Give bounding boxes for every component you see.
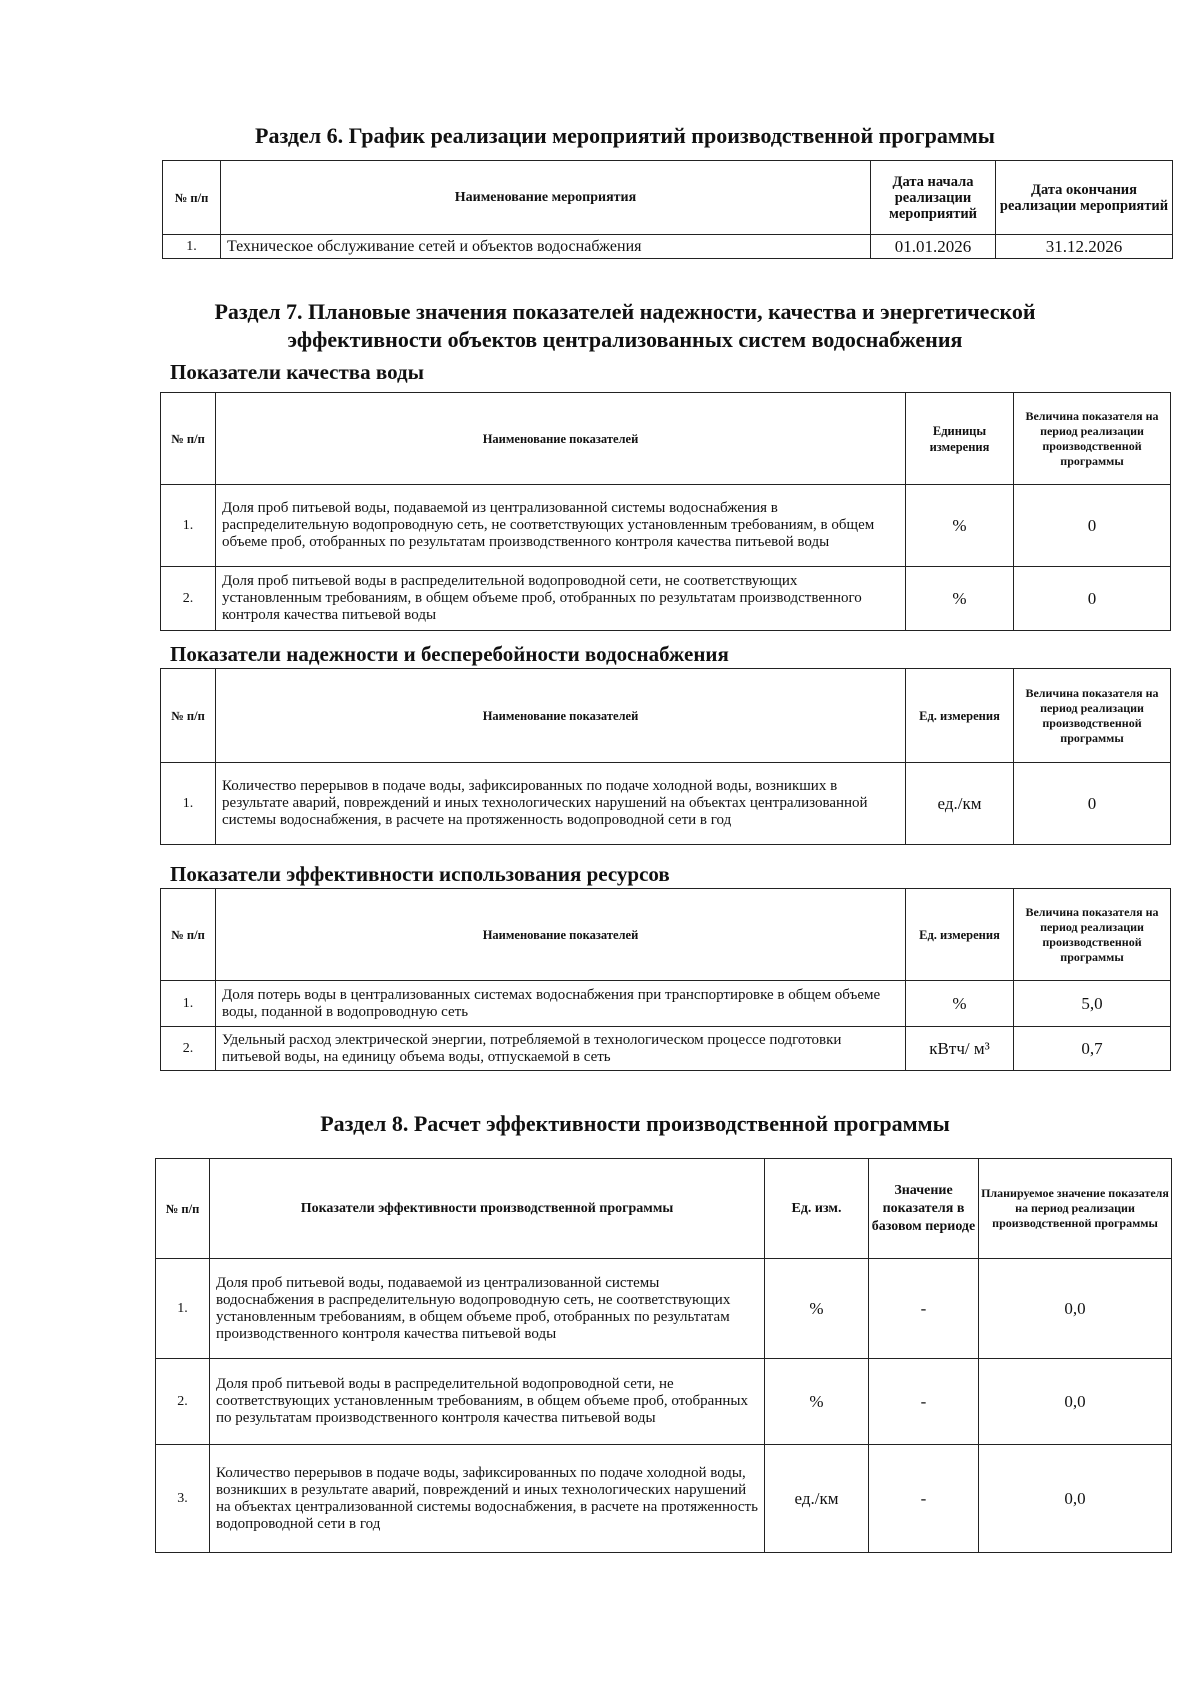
header-num: № п/п	[161, 669, 216, 763]
row-value: 0	[1014, 763, 1171, 845]
row-num: 1.	[161, 981, 216, 1027]
row-num: 3.	[156, 1445, 210, 1553]
row-unit: %	[906, 981, 1014, 1027]
header-base-value: Значение показателя в базовом периоде	[869, 1159, 979, 1259]
table-row	[156, 1259, 1172, 1359]
header-name: Наименование показателей	[216, 669, 906, 763]
row-end-date: 31.12.2026	[996, 235, 1173, 259]
row-num: 1.	[161, 763, 216, 845]
table-row	[163, 235, 1173, 259]
row-base: -	[869, 1259, 979, 1359]
table-header-row	[161, 889, 1171, 981]
row-planned: 0,0	[979, 1359, 1172, 1445]
quality-table	[160, 392, 1171, 631]
table-row	[156, 1445, 1172, 1553]
header-num: № п/п	[161, 889, 216, 981]
efficiency-subtitle: Показатели эффективности использования ресурсов	[170, 862, 670, 886]
row-unit: ед./км	[906, 763, 1014, 845]
header-num: № п/п	[161, 393, 216, 485]
schedule-table	[162, 160, 1173, 259]
table-header-row	[161, 669, 1171, 763]
header-start: Дата начала реализации мероприятий	[871, 161, 996, 235]
row-unit: %	[906, 485, 1014, 567]
row-unit: кВтч/ м³	[906, 1027, 1014, 1071]
header-num: № п/п	[163, 161, 221, 235]
header-name: Наименование мероприятия	[221, 161, 871, 235]
header-name: Показатели эффективности производственной программы	[210, 1159, 765, 1259]
table-row	[161, 1027, 1171, 1071]
row-name: Удельный расход электрической энергии, потребляемой в технологическом процессе подготовки питьевой воды, на единицу объема воды, отпускаемой в сеть	[216, 1027, 906, 1071]
reliability-subtitle: Показатели надежности и бесперебойности водоснабжения	[170, 642, 729, 666]
row-unit: %	[765, 1259, 869, 1359]
row-num: 2.	[156, 1359, 210, 1445]
efficiency-table	[160, 888, 1171, 1071]
row-value: 5,0	[1014, 981, 1171, 1027]
table-row	[161, 485, 1171, 567]
row-base: -	[869, 1445, 979, 1553]
header-name: Наименование показателей	[216, 393, 906, 485]
quality-subtitle: Показатели качества воды	[170, 360, 424, 384]
section7-title-line1: Раздел 7. Плановые значения показателей надежности, качества и энергетической	[214, 299, 1036, 324]
row-planned: 0,0	[979, 1445, 1172, 1553]
header-planned-value: Планируемое значение показателя на период реализации производственной программы	[979, 1159, 1172, 1259]
table-row	[161, 567, 1171, 631]
row-value: 0,7	[1014, 1027, 1171, 1071]
header-value: Величина показателя на период реализации производственной программы	[1014, 889, 1171, 981]
table-row	[161, 981, 1171, 1027]
row-value: 0	[1014, 485, 1171, 567]
row-base: -	[869, 1359, 979, 1445]
table-header-row	[163, 161, 1173, 235]
header-end: Дата окончания реализации мероприятий	[996, 161, 1173, 235]
table-header-row	[161, 393, 1171, 485]
row-name: Доля проб питьевой воды в распределительной водопроводной сети, не соответствующих установленным требованиям, в общем объеме проб, отобранных по результатам производственного контроля качества питьевой воды	[210, 1359, 765, 1445]
row-num: 1.	[156, 1259, 210, 1359]
header-value: Величина показателя на период реализации производственной программы	[1014, 669, 1171, 763]
row-value: 0	[1014, 567, 1171, 631]
header-unit: Ед. измерения	[906, 889, 1014, 981]
row-name: Доля потерь воды в централизованных системах водоснабжения при транспортировке в общем объеме воды, поданной в водопроводную сеть	[216, 981, 906, 1027]
row-num: 2.	[161, 567, 216, 631]
row-name: Техническое обслуживание сетей и объектов водоснабжения	[221, 235, 871, 259]
section6-title: Раздел 6. График реализации мероприятий производственной программы	[255, 123, 995, 148]
row-num: 1.	[163, 235, 221, 259]
row-num: 2.	[161, 1027, 216, 1071]
table-row	[161, 763, 1171, 845]
row-planned: 0,0	[979, 1259, 1172, 1359]
row-name: Доля проб питьевой воды, подаваемой из централизованной системы водоснабжения в распределительную водопроводную сеть, не соответствующих установленным требованиям, в общем объеме проб, отобранных по результатам производственного контроля качества питьевой воды	[210, 1259, 765, 1359]
row-num: 1.	[161, 485, 216, 567]
header-unit: Ед. измерения	[906, 669, 1014, 763]
header-unit: Ед. изм.	[765, 1159, 869, 1259]
header-unit: Единицы измерения	[906, 393, 1014, 485]
header-num: № п/п	[156, 1159, 210, 1259]
row-unit: %	[765, 1359, 869, 1445]
row-name: Количество перерывов в подаче воды, зафиксированных по подаче холодной воды, возникших в результате аварий, повреждений и иных технологических нарушений на объектах централизованной системы водоснабжения, в расчете на протяженность водопроводной сети в год	[210, 1445, 765, 1553]
header-name: Наименование показателей	[216, 889, 906, 981]
efficiency-calc-table	[155, 1158, 1172, 1553]
row-start-date: 01.01.2026	[871, 235, 996, 259]
section7-title-line2: эффективности объектов централизованных систем водоснабжения	[287, 327, 963, 352]
row-name: Количество перерывов в подаче воды, зафиксированных по подаче холодной воды, возникших в результате аварий, повреждений и иных технологических нарушений на объектах централизованной системы водоснабжения, в расчете на протяженность водопроводной сети в год	[216, 763, 906, 845]
row-unit: %	[906, 567, 1014, 631]
reliability-table	[160, 668, 1171, 845]
table-row	[156, 1359, 1172, 1445]
row-name: Доля проб питьевой воды в распределительной водопроводной сети, не соответствующих установленным требованиям, в общем объеме проб, отобранных по результатам производственного контроля качества питьевой воды	[216, 567, 906, 631]
table-header-row	[156, 1159, 1172, 1259]
row-unit: ед./км	[765, 1445, 869, 1553]
row-name: Доля проб питьевой воды, подаваемой из централизованной системы водоснабжения в распределительную водопроводную сеть, не соответствующих установленным требованиям, в общем объеме проб, отобранных по результатам производственного контроля качества питьевой воды	[216, 485, 906, 567]
section8-title: Раздел 8. Расчет эффективности производственной программы	[320, 1111, 950, 1136]
header-value: Величина показателя на период реализации производственной программы	[1014, 393, 1171, 485]
